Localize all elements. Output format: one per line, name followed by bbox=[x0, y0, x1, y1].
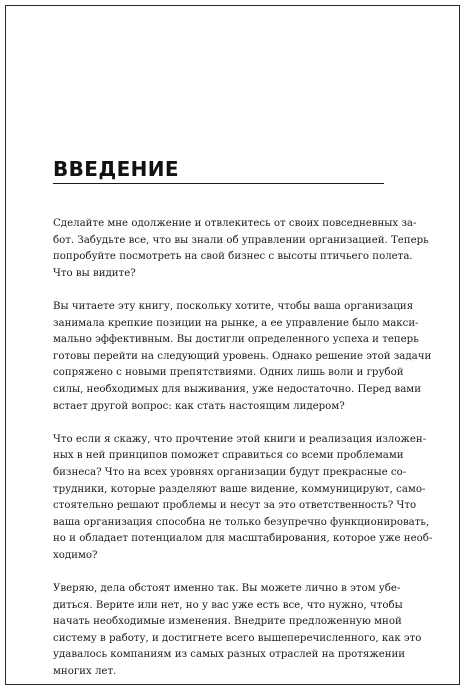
text-line: Что вы видите? bbox=[53, 267, 136, 279]
text-line: ваша организация способна не только безупречно функционировать, bbox=[53, 516, 430, 528]
text-line: Уверяю, дела обстоят именно так. Вы можете лично в этом убе- bbox=[53, 583, 401, 595]
text-line: трудники, которые разделяют ваше видение, коммуницируют, само- bbox=[53, 483, 426, 495]
text-line: диться. Верите или нет, но у вас уже есть все, что нужно, чтобы bbox=[53, 599, 403, 611]
text-line: но и обладает потенциалом для масштабирования, которое уже необ- bbox=[53, 533, 433, 545]
text-line: силы, необходимых для выживания, уже недостаточно. Перед вами bbox=[53, 383, 421, 395]
text-line: бизнеса? Что на всех уровнях организации будут прекрасные со- bbox=[53, 466, 407, 478]
paragraph-1 bbox=[53, 216, 429, 282]
text-line: начать необходимые изменения. Внедрите предложенную мной bbox=[53, 616, 402, 628]
text-line: систему в работу, и достигнете всего вышеперечисленного, как это bbox=[53, 632, 422, 644]
text-line: ных в ней принципов поможет справиться со всеми проблемами bbox=[53, 450, 404, 462]
text-line: занимала крепкие позиции на рынке, а ее управление было макси- bbox=[53, 317, 419, 329]
body-text bbox=[53, 216, 433, 697]
text-line: Что если я скажу, что прочтение этой книги и реализация изложен- bbox=[53, 433, 427, 445]
text-line: Сделайте мне одолжение и отвлекитесь от своих повседневных за- bbox=[53, 218, 417, 229]
text-line: удавалось компаниям из самых разных отраслей на протяжении bbox=[53, 649, 406, 661]
text-line: сопряжено с новыми препятствиями. Одних лишь воли и грубой bbox=[53, 367, 404, 379]
text-line: ходимо? bbox=[53, 549, 98, 561]
paragraph-2 bbox=[53, 299, 432, 415]
chapter-title: ВВЕДЕНИЕ bbox=[53, 157, 179, 181]
text-line: мально эффективным. Вы достигли определенного успеха и теперь bbox=[53, 334, 419, 346]
paragraph-4 bbox=[53, 581, 422, 681]
title-underline bbox=[53, 183, 384, 184]
text-line: встает другой вопрос: как стать настоящим лидером? bbox=[53, 400, 345, 412]
paragraph-3 bbox=[53, 432, 433, 565]
text-line: попробуйте посмотреть на свой бизнес с высоты птичьего полета. bbox=[53, 251, 413, 263]
text-line: Вы читаете эту книгу, поскольку хотите, чтобы ваша организация bbox=[53, 300, 414, 312]
text-line: готовы перейти на следующий уровень. Однако решение этой задачи bbox=[53, 350, 432, 362]
text-line: стоятельно решают проблемы и несут за это ответственность? Что bbox=[53, 500, 417, 512]
text-line: многих лет. bbox=[53, 666, 117, 678]
text-line: бот. Забудьте все, что вы знали об управлении организацией. Теперь bbox=[53, 234, 429, 246]
